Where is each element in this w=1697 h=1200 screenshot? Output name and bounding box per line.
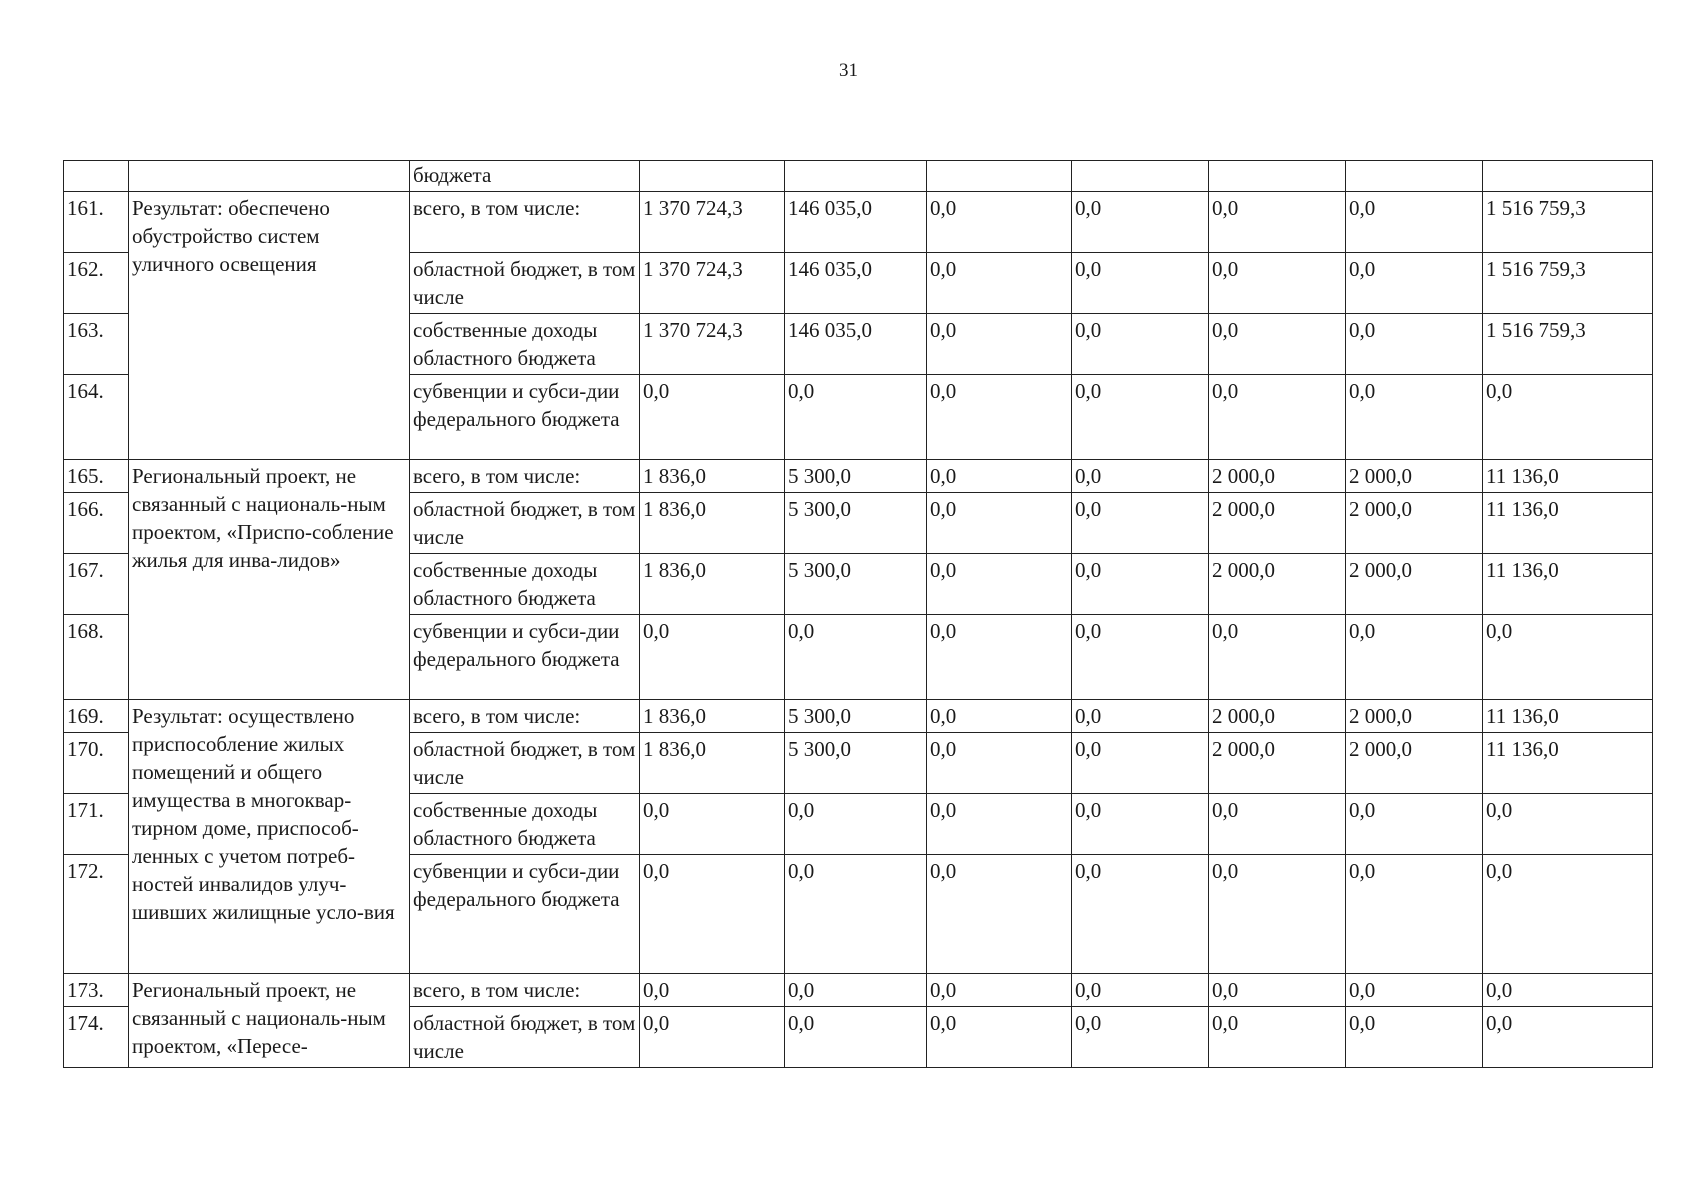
value-cell: 0,0 xyxy=(1072,554,1209,615)
row-number: 165. xyxy=(64,460,129,493)
funding-source: всего, в том числе: xyxy=(410,192,640,253)
value-cell: 2 000,0 xyxy=(1346,493,1483,554)
value-cell: 0,0 xyxy=(1483,1007,1653,1068)
value-cell: 0,0 xyxy=(785,855,927,974)
continuation-row xyxy=(64,161,1653,192)
value-cell: 0,0 xyxy=(927,192,1072,253)
value-cell: 1 836,0 xyxy=(640,700,785,733)
continuation-category: бюджета xyxy=(410,161,640,192)
value-cell: 5 300,0 xyxy=(785,460,927,493)
funding-source: собственные доходы областного бюджета xyxy=(410,314,640,375)
value-cell: 0,0 xyxy=(640,615,785,700)
value-cell: 1 516 759,3 xyxy=(1483,192,1653,253)
value-cell: 1 516 759,3 xyxy=(1483,253,1653,314)
funding-source: собственные доходы областного бюджета xyxy=(410,794,640,855)
value-cell: 0,0 xyxy=(1072,733,1209,794)
value-cell: 0,0 xyxy=(640,794,785,855)
empty-cell xyxy=(1346,161,1483,192)
empty-cell xyxy=(1209,161,1346,192)
value-cell: 0,0 xyxy=(1072,794,1209,855)
value-cell: 0,0 xyxy=(1346,253,1483,314)
value-cell: 1 516 759,3 xyxy=(1483,314,1653,375)
value-cell: 1 370 724,3 xyxy=(640,253,785,314)
value-cell: 0,0 xyxy=(927,493,1072,554)
group-label: Результат: обеспечено обустройство систем уличного освещения xyxy=(129,192,410,460)
value-cell: 11 136,0 xyxy=(1483,733,1653,794)
value-cell: 11 136,0 xyxy=(1483,700,1653,733)
value-cell: 0,0 xyxy=(785,1007,927,1068)
value-cell: 0,0 xyxy=(927,1007,1072,1068)
row-number: 161. xyxy=(64,192,129,253)
value-cell: 146 035,0 xyxy=(785,253,927,314)
funding-source: всего, в том числе: xyxy=(410,700,640,733)
group-label: Региональный проект, не связанный с националь-ным проектом, «Приспо-собление жилья для инва-лидов» xyxy=(129,460,410,700)
value-cell: 0,0 xyxy=(927,974,1072,1007)
value-cell: 0,0 xyxy=(1346,314,1483,375)
value-cell: 5 300,0 xyxy=(785,700,927,733)
funding-source: всего, в том числе: xyxy=(410,460,640,493)
value-cell: 0,0 xyxy=(1209,375,1346,460)
budget-table xyxy=(63,160,1653,1068)
group-label: Региональный проект, не связанный с националь-ным проектом, «Пересе- xyxy=(129,974,410,1068)
value-cell: 0,0 xyxy=(927,314,1072,375)
value-cell: 0,0 xyxy=(1209,615,1346,700)
value-cell: 2 000,0 xyxy=(1209,554,1346,615)
value-cell: 0,0 xyxy=(640,974,785,1007)
funding-source: областной бюджет, в том числе xyxy=(410,253,640,314)
value-cell: 0,0 xyxy=(1072,314,1209,375)
value-cell: 0,0 xyxy=(785,794,927,855)
group-label: Результат: осуществлено приспособление жилых помещений и общего имущества в многоквар-тирном доме, приспособ-ленных с учетом потреб-ностей инвалидов улуч-шивших жилищные усло-вия xyxy=(129,700,410,974)
value-cell: 1 836,0 xyxy=(640,460,785,493)
value-cell: 2 000,0 xyxy=(1346,460,1483,493)
row-number: 163. xyxy=(64,314,129,375)
row-number: 167. xyxy=(64,554,129,615)
value-cell: 0,0 xyxy=(640,855,785,974)
value-cell: 0,0 xyxy=(1072,1007,1209,1068)
value-cell: 0,0 xyxy=(1209,855,1346,974)
value-cell: 11 136,0 xyxy=(1483,460,1653,493)
value-cell: 0,0 xyxy=(1072,615,1209,700)
row-number: 162. xyxy=(64,253,129,314)
value-cell: 0,0 xyxy=(927,253,1072,314)
value-cell: 11 136,0 xyxy=(1483,493,1653,554)
value-cell: 0,0 xyxy=(1346,794,1483,855)
value-cell: 5 300,0 xyxy=(785,733,927,794)
value-cell: 2 000,0 xyxy=(1209,460,1346,493)
value-cell: 1 836,0 xyxy=(640,554,785,615)
funding-source: областной бюджет, в том числе xyxy=(410,733,640,794)
value-cell: 0,0 xyxy=(1209,253,1346,314)
row-number: 170. xyxy=(64,733,129,794)
value-cell: 1 836,0 xyxy=(640,493,785,554)
value-cell: 146 035,0 xyxy=(785,314,927,375)
value-cell: 0,0 xyxy=(1209,314,1346,375)
empty-cell xyxy=(1483,161,1653,192)
value-cell: 0,0 xyxy=(1346,615,1483,700)
value-cell: 2 000,0 xyxy=(1209,493,1346,554)
value-cell: 2 000,0 xyxy=(1346,700,1483,733)
value-cell: 0,0 xyxy=(1483,974,1653,1007)
value-cell: 0,0 xyxy=(785,615,927,700)
value-cell: 2 000,0 xyxy=(1209,700,1346,733)
value-cell: 1 370 724,3 xyxy=(640,192,785,253)
empty-cell xyxy=(640,161,785,192)
value-cell: 0,0 xyxy=(1072,700,1209,733)
value-cell: 1 836,0 xyxy=(640,733,785,794)
row-number: 166. xyxy=(64,493,129,554)
funding-source: всего, в том числе: xyxy=(410,974,640,1007)
value-cell: 0,0 xyxy=(927,700,1072,733)
value-cell: 0,0 xyxy=(1346,855,1483,974)
empty-cell xyxy=(64,161,129,192)
value-cell: 2 000,0 xyxy=(1346,733,1483,794)
value-cell: 0,0 xyxy=(1209,192,1346,253)
table-row xyxy=(64,974,1653,1007)
row-number: 172. xyxy=(64,855,129,974)
row-number: 169. xyxy=(64,700,129,733)
value-cell: 11 136,0 xyxy=(1483,554,1653,615)
value-cell: 0,0 xyxy=(1072,460,1209,493)
value-cell: 0,0 xyxy=(785,375,927,460)
value-cell: 5 300,0 xyxy=(785,493,927,554)
value-cell: 0,0 xyxy=(1346,1007,1483,1068)
value-cell: 0,0 xyxy=(1072,253,1209,314)
value-cell: 0,0 xyxy=(1346,974,1483,1007)
value-cell: 0,0 xyxy=(927,375,1072,460)
value-cell: 1 370 724,3 xyxy=(640,314,785,375)
value-cell: 0,0 xyxy=(1209,794,1346,855)
page-number: 31 xyxy=(839,60,858,81)
value-cell: 0,0 xyxy=(927,794,1072,855)
empty-cell xyxy=(129,161,410,192)
value-cell: 0,0 xyxy=(1483,794,1653,855)
value-cell: 0,0 xyxy=(1346,192,1483,253)
value-cell: 0,0 xyxy=(1483,615,1653,700)
value-cell: 0,0 xyxy=(927,460,1072,493)
funding-source: субвенции и субси-дии федерального бюджета xyxy=(410,375,640,460)
table-row xyxy=(64,700,1653,733)
value-cell: 5 300,0 xyxy=(785,554,927,615)
value-cell: 0,0 xyxy=(1072,192,1209,253)
row-number: 173. xyxy=(64,974,129,1007)
row-number: 174. xyxy=(64,1007,129,1068)
row-number: 168. xyxy=(64,615,129,700)
row-number: 164. xyxy=(64,375,129,460)
value-cell: 0,0 xyxy=(640,1007,785,1068)
value-cell: 0,0 xyxy=(1072,493,1209,554)
value-cell: 0,0 xyxy=(1483,855,1653,974)
funding-source: областной бюджет, в том числе xyxy=(410,1007,640,1068)
funding-source: областной бюджет, в том числе xyxy=(410,493,640,554)
value-cell: 0,0 xyxy=(1483,375,1653,460)
table-row xyxy=(64,192,1653,253)
value-cell: 2 000,0 xyxy=(1209,733,1346,794)
value-cell: 2 000,0 xyxy=(1346,554,1483,615)
value-cell: 0,0 xyxy=(1072,974,1209,1007)
value-cell: 0,0 xyxy=(640,375,785,460)
value-cell: 0,0 xyxy=(927,554,1072,615)
row-number: 171. xyxy=(64,794,129,855)
funding-source: собственные доходы областного бюджета xyxy=(410,554,640,615)
value-cell: 146 035,0 xyxy=(785,192,927,253)
funding-source: субвенции и субси-дии федерального бюджета xyxy=(410,855,640,974)
value-cell: 0,0 xyxy=(927,615,1072,700)
value-cell: 0,0 xyxy=(1209,1007,1346,1068)
empty-cell xyxy=(785,161,927,192)
empty-cell xyxy=(927,161,1072,192)
funding-source: субвенции и субси-дии федерального бюджета xyxy=(410,615,640,700)
value-cell: 0,0 xyxy=(1209,974,1346,1007)
value-cell: 0,0 xyxy=(1346,375,1483,460)
table-row xyxy=(64,460,1653,493)
value-cell: 0,0 xyxy=(927,855,1072,974)
value-cell: 0,0 xyxy=(1072,855,1209,974)
empty-cell xyxy=(1072,161,1209,192)
value-cell: 0,0 xyxy=(785,974,927,1007)
value-cell: 0,0 xyxy=(927,733,1072,794)
value-cell: 0,0 xyxy=(1072,375,1209,460)
